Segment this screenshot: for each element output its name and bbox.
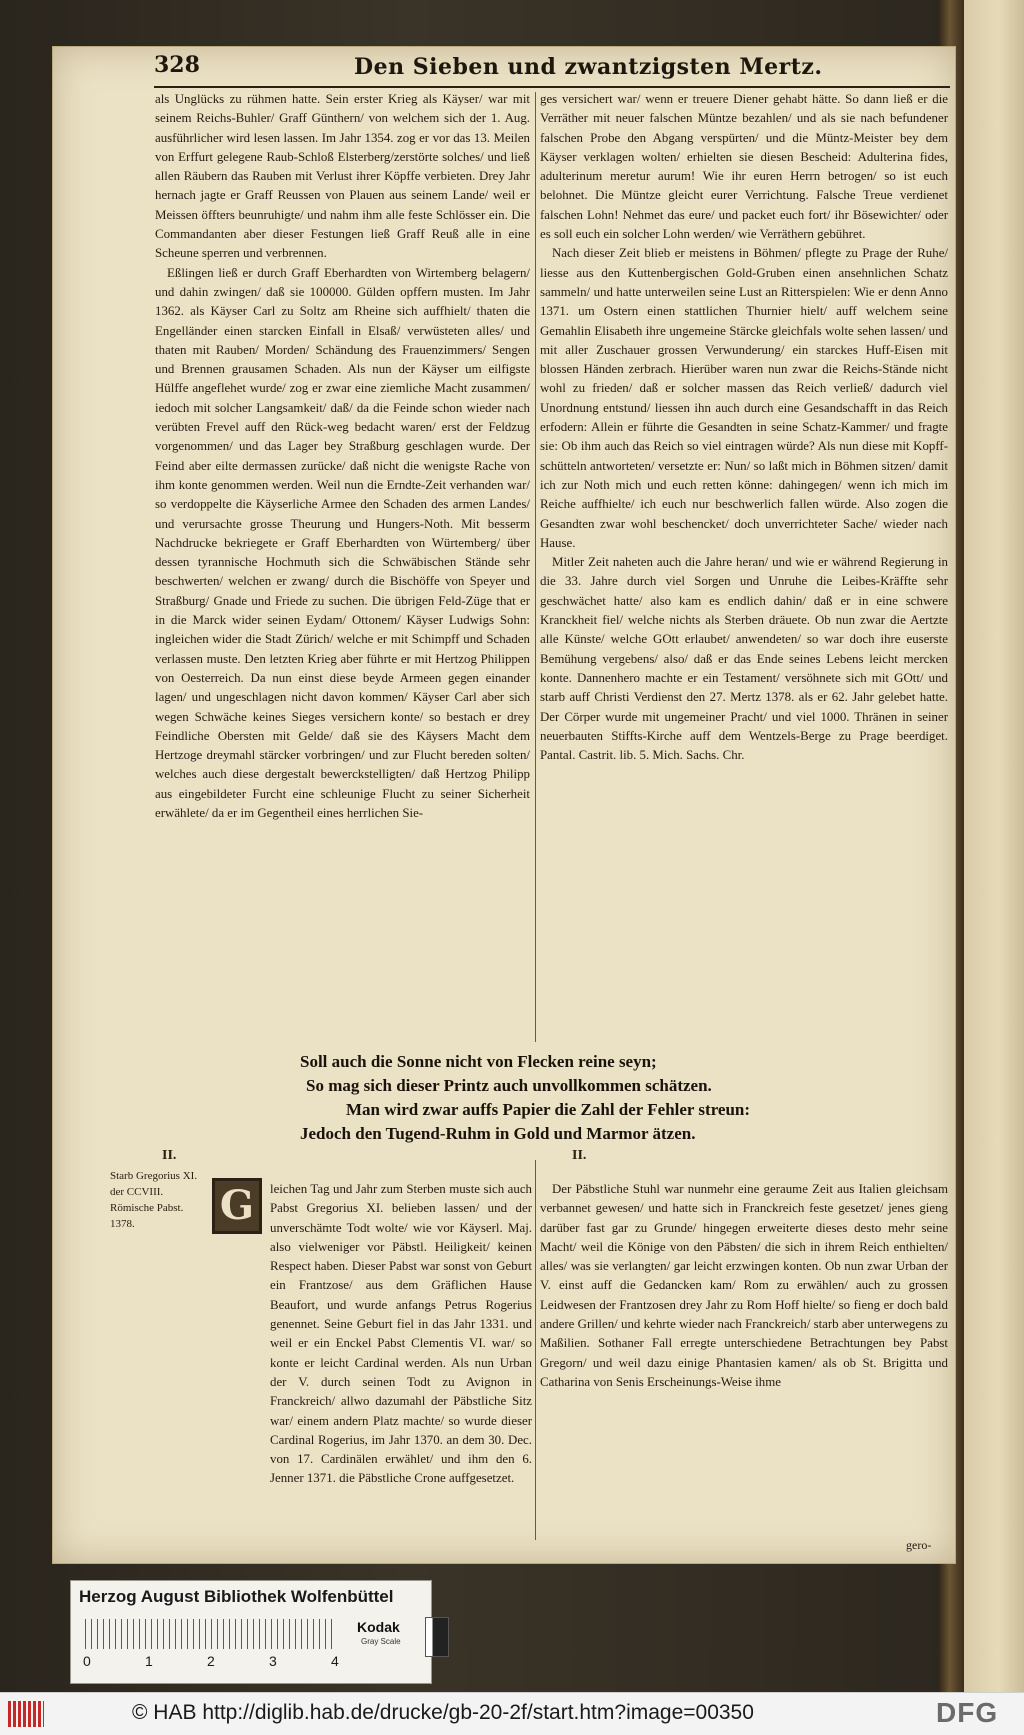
verse-line: Man wird zwar auffs Papier die Zahl der Fehler streun: [346, 1100, 751, 1119]
ruler [85, 1619, 337, 1649]
hab-logo-icon [8, 1701, 44, 1727]
ruler-number: 4 [331, 1653, 339, 1669]
left-column [155, 90, 530, 823]
dfg-logo: DFG [936, 1697, 999, 1728]
grayscale-label: Gray Scale [361, 1637, 401, 1646]
section2-right-column [540, 1180, 948, 1392]
ruler-number: 1 [145, 1653, 153, 1669]
paragraph: leichen Tag und Jahr zum Sterben muste sich auch Pabst Gregorius XI. belieben lassen/ und der unverschämte Todt wolte/ wie vor Käyserl. Maj. also vielweniger vor Päbstl. Heiligkeit/ keinen Respect haben. Dieser Pabst war sonst von Geburt ein Frantzose/ aus dem Gräflichen Hause Beaufort, und wurde anfangs Petrus Rogerius genennet. Seine Geburt fiel in das Jahr 1331. und weil er ein Enckel Pabst Clementis VI. war/ so konte er leicht Cardinal werden. Als nun Urban der V. durch seinen Todt zu Avignon in Franckreich/ allwo dazumahl der Päbstliche Sitz war/ einem andern Platz machte/ so wurde dieser Cardinal Rogerius, im Jahr 1370. an dem 30. Dec. von 17. Cardinälen erwählet/ und ihm den 6. Jenner 1371. die Päbstliche Crone auffgesetzet. [270, 1182, 532, 1486]
section-number: II. [572, 1148, 587, 1163]
kodak-label: Kodak [357, 1619, 400, 1635]
header-rule [154, 86, 950, 88]
verse-block [300, 1050, 860, 1146]
column-divider [535, 92, 536, 1042]
decorated-initial: G [212, 1178, 262, 1234]
gray-patch [425, 1617, 449, 1657]
library-label: Herzog August Bibliothek Wolfenbüttel [79, 1587, 394, 1606]
verse-line: Jedoch den Tugend-Ruhm in Gold und Marmor ätzen. [300, 1124, 696, 1143]
section2-left-column [212, 1180, 532, 1489]
page-header [154, 52, 950, 86]
column-divider [535, 1160, 536, 1540]
paragraph: Nach dieser Zeit blieb er meistens in Böhmen/ pflegte zu Prage der Ruhe/ liesse aus den Kuttenbergischen Gold-Gruben einen ansehnlichen Schatz sammeln/ und hatte unterweilen seine Lust an Ritterspielen: Wie er denn Anno 1371. um Ostern einen stattlichen Thurnier hielt/ auff welchem seine Gemahlin Elisabeth ihre ungemeine Stärcke gleichfals wolte sehen lassen/ und mit aller Zuschauer grossen Verwunderung/ ein starckes Huff-Eisen mit blossen Händen zerbrach. Hierüber waren nun zwar die Reichs-Stände nicht wohl zu frieden/ daß er solcher massen das Reich verließ/ dadurch viel Unordnung entstund/ liessen ihn auch durch eine Gesandschafft in das Reich erfodern: Allein er führte die Gesandten in seine Schatz-Kammer/ und fragte sie: Ob ihm auch das Reich so viel eintragen würde? Als nun diese mit Kopff-schütteln antworteten/ versetzte er: Nun/ so laßt mich in Böhmen sitzen/ damit ich zur Noth mich und euch retten könne: dahingegen/ wenn ich mich im Reiche auffhielte/ ich euch nur beschwerlich fallen würde. Also zogen die Gesandten zwar wohl beschencket/ doch unverrichteter Sache/ wieder nach Hause. [540, 246, 948, 550]
catchword: gero- [906, 1538, 932, 1552]
color-scale-card [70, 1580, 432, 1684]
source-url[interactable]: © HAB http://diglib.hab.de/drucke/gb-20-2f/start.htm?image=00350 [132, 1701, 754, 1724]
marginal-note: Starb Gregorius XI. der CCVIII. Römische Pabst. 1378. [110, 1170, 198, 1230]
verse-line: Soll auch die Sonne nicht von Flecken reine seyn; [300, 1052, 657, 1071]
verse-line: So mag sich dieser Printz auch unvollkommen schätzen. [306, 1076, 712, 1095]
running-head: Den Sieben und zwantzigsten Mertz. [354, 54, 823, 80]
ruler-number: 0 [83, 1653, 91, 1669]
footer-bar [0, 1692, 1024, 1735]
adjacent-page-edge [960, 0, 1024, 1692]
paragraph: Mitler Zeit naheten auch die Jahre heran/ und wie er während Regierung in die 33. Jahre durch viel Sorgen und Unruhe die Leibes-Kräffte sehr geschwächet hatte/ also kam es endlich dahin/ daß er in eine schwere Kranckheit fiel/ welche nichts als Sterben dräuete. Ob nun zwar die Aertzte alle Künste/ welche GOtt erlaubet/ anwendeten/ so war doch ihre euserste Bemühung vergebens/ also/ daß er das Ende seines Lebens leicht mercken konte. Dannenhero machte er ein Testament/ versöhnete sich mit GOtt/ und starb auff Christi Verdienst den 27. Mertz 1378. als er 62. Jahr gelebet hatte. Der Cörper wurde mit ungemeiner Pracht/ und viel 1000. Thränen in seiner neuerbauten Stiffts-Kirche auff dem Wentzels-Berge zu Prage beerdiget. Pantal. Castrit. lib. 5. Mich. Sachs. Chr. [540, 555, 948, 763]
paragraph: Der Päbstliche Stuhl war nunmehr eine geraume Zeit aus Italien gleichsam verbannet gewesen/ und hatte sich in Franckreich feste gesetzet/ jenes gieng darüber fast gar zu Grunde/ hingegen erweiterte dieses desto mehr seine Macht/ weil die Könige von den Päbsten/ die sich in ihrem Reich enthielten/ alles/ was sie verlangten/ gar leicht erzwingen konten. Ob nun zwar Urban der V. einst auff die Gedancken kam/ Rom zu erwählen/ auch zu grossen Leidwesen der Frantzosen drey Jahr zu Rom Hoff hielte/ so fieng er doch bald andere Grillen/ und kehrte wieder nach Franckreich/ starb aber unterwegens zu Maßilien. Sothaner Fall erregte unterschiedene Betrachtungen bey Pabst Gregorn/ und weil dazu einige Phantasien kamen/ als ob St. Brigitta und Catharina von Senis Erscheinungs-Weise ihme [540, 1182, 948, 1389]
paragraph: als Unglücks zu rühmen hatte. Sein erster Krieg als Käyser/ war mit seinem Reichs-Buhler/ Graff Günthern/ von welchem sich der 1. Aug. ausführlicher wird lesen lassen. Im Jahr 1354. zog er vor das 13. Meilen von Erffurt gelegene Raub-Schloß Elsterberg/zerstörte solches/ und ließ allen Räubern das Rauben mit Verlust ihrer Köpffe verbieten. Drey Jahr hernach jagte er Graff Reussen von Plauen aus seinem Lande/ weil er Meissen öffters beunruhigte/ und nahm ihm alle feste Schlösser ein. Die Commandanten aber dieser Festungen ließ Graff Reuß alle in eine Scheune sperren und verbrennen. [155, 92, 530, 261]
paragraph: Eßlingen ließ er durch Graff Eberhardten von Wirtemberg belagern/ und dahin zwingen/ daß sie 100000. Gülden opffern musten. Im Jahr 1362. als Käyser Carl zu Soltz am Rheine sich auffhielt/ thaten die Engelländer einen starcken Einfall in Elsaß/ verwüsteten alles/ und thaten mit Rauben/ Morden/ Schändung des Frauenzimmers/ Sengen und Brennen grausamen Schaden. Als nun der Käyser um eilfigste Hülffe angeflehet wurde/ zog er zwar eine ziemliche Macht zusammen/ iedoch mit solcher Langsamkeit/ daß/ da die Feinde schon wieder nach verübten Frevel auff den Rück-weg bedacht waren/ erst der Feldzug vorgenommen/ und das Lager bey Straßburg geschlagen wurde. Der Feind aber eilte dermassen zurücke/ daß nicht die wenigste Rache von ihm konte genommen werden. Weil nun die Erndte-Zeit verhanden war/ so verdoppelte die Käyserliche Armee den Schaden des armen Landes/ und verursachte grosse Theurung und Hungers-Noth. Mit besserm Nachdrucke bekriegete er Graff Eberhardten von Würtemberg/ über dessen tyrannische Hochmuth sich die Schwäbischen Stände sehr beschwerten/ welchen er zwang/ durch die Bischöffe von Speyer und Straßburg/ Gnade und Friede zu suchen. Die übrigen Feld-Züge that er in die Marck wider seinen Eydam/ Ottonem/ Käyser Ludwigs Sohn: ingleichen wider die Stadt Zürich/ welche er mit Schimpff und Schaden verlassen muste. Den letzten Krieg aber führte er mit Hertzog Philippen von Oesterreich. Da nun einst diese beyde Armeen gegen einander lagen/ und ungeschlagen nicht davon kommen/ Käyser Carl aber sich wegen Schwäche keines Sieges versichern konte/ so bestach er drey Feindliche Obersten mit Gelde/ daß sie des Käysers Macht dem Hertzoge dreymahl stärcker vorbringen/ und zur Flucht bereden solten/ welches auch diese dergestalt bewerckstelligten/ daß Hertzog Philipp aus eingebildeter Furcht eine schleunige Flucht zu seiner Sicherheit erwählete/ da er im Gegentheil eines herrlichen Sie- [155, 265, 530, 820]
section-number-margin: II. [162, 1148, 177, 1163]
right-column [540, 90, 948, 765]
ruler-number: 2 [207, 1653, 215, 1669]
ruler-number: 3 [269, 1653, 277, 1669]
page-number: 328 [154, 52, 200, 78]
paragraph: ges versichert war/ wenn er treuere Diener gehabt hätte. So dann ließ er die Verräther mit neuer falschen Müntze bezahlen/ und als sie nach befundener falschen Probe den Abgang verspürten/ und die Müntz-Meister bey dem Käyser verklagen wolten/ erhielten sie diesen Bescheid: Adulterina fides, adulterinum meretur aurum! Wie ihr euren Herrn betrogen/ so ist euch belohnet. Die Müntze gleicht eurer Verrichtung. Falsche Treue verdienet falschen Lohn! Nehmet das eure/ und packet euch fort/ ihr Bösewichter/ oder es soll euch ein solcher Lohn werden/ wie Verräthern gebühret. [540, 92, 948, 242]
